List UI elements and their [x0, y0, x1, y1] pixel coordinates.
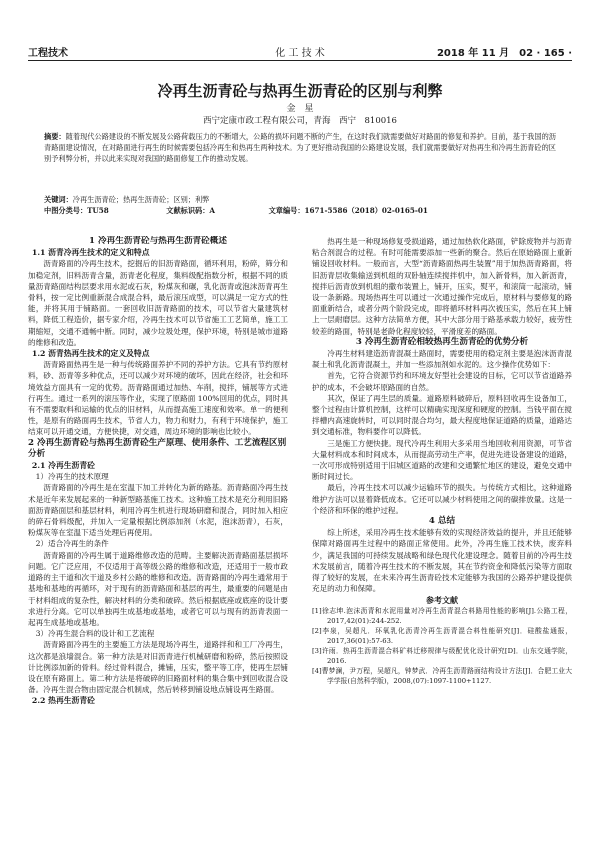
- section-heading: 2 冷再生沥青砼与热再生沥青砼生产原理、使用条件、工艺流程区别分析: [28, 437, 287, 459]
- body-paragraph: 冷再生材料建造沥青混凝土路面时，需要使用的稳定剂主要是泡沫沥青混凝土和乳化沥青混凝土，并加一些添加剂如水泥的。这少操作优势如下：: [312, 349, 572, 370]
- keywords: 冷再生沥青砼；热再生沥青砼；区别；利弊: [72, 195, 210, 204]
- body-paragraph: 三是施工方便快捷。现代冷再生利用大多采用当地回收利用资源，可节省大量材料成本和时间成本，从而提高劳动生产率，促进先进设备建设的道路，一次可形成特别适用于旧城区道路的改建和交通繁忙地区的建设，避免交通中断时间过长。: [312, 438, 572, 482]
- article-metadata: [44, 194, 556, 216]
- subsection-heading: 2.1 冷再生沥青砼: [31, 461, 95, 471]
- body-paragraph: 沥青路面冷再生的主要施工方法是现场冷再生，道路拌和和工厂冷再生，这次都是浪墙混合。第一种方法是对旧沥青进行机械研磨和粉碎，然后按照设计比例添加新的骨料。经过骨料混合，摊铺，压实，整平等工序，使再生层铺设在原有路面上。第二种方法是将破碎的旧路面材料的集合集中到回收混合设备。冷再生混合物由固定混合机制成，然后转移到铺设地点铺设再生路面。: [28, 640, 288, 695]
- journal-name: 工程技术: [28, 48, 68, 59]
- subsection-heading: 2.2 热再生沥青砼: [31, 696, 95, 706]
- references-heading: 参考文献: [426, 594, 458, 605]
- running-header: [28, 44, 572, 60]
- body-paragraph: 沥青路面的冷再生属于道路维修改造的范畴。主要解决沥青路面基层损坏问题。它广泛应用，不仅适用于高等级公路的维修和改造，还适用于一般市政道路的主干道和次干道及乡村公路的维修和改造。沥青路面的冷再生通常用于基地和基地的再循环，对于现有的沥青路面和基层的再生，最重要的问题是由于材料组成的复杂性，解决材料的分类和破碎。然后根据底座或底座的设计要求进行分离。它可以单独再生成基地或基地，或者它可以与现有的沥青表面一起再生成基地或基地。: [28, 550, 288, 627]
- body-paragraph: 综上所述，采用冷再生技术能够有效的实现经济效益的提升，并且还能够保障对路面再生过程中的路面正常使用。此外，冷再生施工技术快，废弃料少，满足我国的可持续发展战略和绿色现代化建设理念。随着目前的冷再生技术发展前言，随着冷再生技术的不断发展，其在节约资金和降低污染等方面取得了较好的发展，在未来冷再生沥青砼技术定能够为我国的公路养护建设提供充足的动力和保障。: [312, 528, 572, 594]
- author-affiliation: 西宁定康市政工程有限公司，青海 西宁 810016: [203, 116, 397, 126]
- reference-item: [3]许雨．热再生沥青混合料矿料迁移规律与级配优化设计研究[D]．山东交通学院，2016.: [312, 646, 572, 665]
- clc-number: 中图分类号：TU58: [44, 206, 109, 215]
- reference-item: [1]徐志坤.泡沫沥青和水泥用量对冷再生沥青混合料路用性能的影响[J].公路工程，2017,42(01):244-252.: [312, 606, 572, 625]
- body-paragraph: 首先，它符合资源节约和环境友好型社会建设的目标，它可以节省道路养护的成本，不会破坏原路面的自然。: [312, 371, 572, 392]
- section-heading: 1 冷再生沥青砼与热再生沥青砼概述: [89, 236, 227, 246]
- subsection-heading: 1.2 沥青热再生技术的定义及特点: [31, 349, 150, 359]
- item-heading: 3）冷再生混合料的设计和工艺流程: [35, 629, 155, 639]
- item-heading: 1）冷再生的技术原理: [35, 472, 109, 482]
- section-heading: 3 冷再生沥青砼相较热再生沥青砼的优势分析: [355, 336, 529, 347]
- keywords-label: 关键词：: [44, 195, 73, 204]
- body-paragraph: 沥青路面的冷再生技术，挖掘后的旧沥青路面，循环利用，粉碎，筛分和加稳定剂，旧料沥青含量，沥青老化程度，集料级配指数分析，根据不同的质量沥青路面结构层要求用水泥或石灰，粉煤灰和碾，乳化沥青或泡沫沥青再生骨料，按一定比例重新混合成混合料，最后滚压成型，可以满足一定方式的性能，并将其用于铺路面。一套回收旧沥青路面的技术，可以节省大量建筑材料，降低工程造价，据专家介绍，冷再生技术可以节省施工工艺简单，施工工期缩短，交通不通畅中断。同时，减少垃圾处理，保护环境，特别是城市道路的维修和改造。: [28, 259, 288, 347]
- article-title: 冷再生沥青砼与热再生沥青砼的区别与利弊: [157, 82, 443, 100]
- section-heading: 4 总结: [428, 516, 456, 527]
- document-code: 文献标识码：A: [166, 206, 215, 215]
- body-paragraph: 最后，冷再生技术可以减少运输环节的损失。与传统方式相比，这种道路维护方法可以显着降低成本。它还可以减少材料使用之间的碳排放量。这是一个经济和环保的维护过程。: [312, 483, 572, 515]
- abstract-text: 随着现代公路建设的不断发展及公路荷载压力的不断增大，公路的损坏问题不断的产生，在这时我们就需要做好对路面的修复和养护。目前，基于我国的沥青路面建设情况，在对路面进行再生的时候需要包括冷再生和热再生两种技术。为了更好推动我国的公路建设发展，我们就需要做好对热再生和冷再生沥青砼的区别予利弊分析，并以此来实现对我国的路面修复工作的推动发展。: [44, 132, 556, 163]
- right-column: [312, 236, 572, 836]
- issue-info: 2018 年 11 月 02 · 165 ·: [436, 48, 572, 59]
- reference-item: [2]李泉，吴超凡．环氧乳化沥青冷再生沥青混合料性能研究[J]．硅酸盐通报，2017,36(01):57-63.: [312, 626, 572, 645]
- body-paragraph: 热再生是一种现场修复受损道路，通过加热软化路面，铲除废物并与沥青粘合剂混合的过程。有时可能需要添加一些新的聚合。然后在原始路面上重新铺设回收材料。一般而言，大型“沥青路面热再生装置”用于加热沥青路面，将旧沥青层收集输送到机组的双卧轴连续搅拌机中，加入新骨料，加入新沥青，搅拌后沥青放到机组的撒布装置上，铺开，压实，熨平，和滚筒一起滚动，铺设一条新路。现场热再生可以通过一次通过操作完成后，原材料与要修复的路面重新结合，或者分两个阶段完成，即将循环材料再次被压实，然后在其上铺上一层耐磨层。这种方法简单方便，其中大部分用于路基承载力较好，疲劳性较差的路面，特别是老龄化程度较轻，平滑度差的路面。: [312, 237, 572, 336]
- reference-item: [4]曹梦澜，尹万程，吴超凡，钟梦武．冷再生沥青路面结构设计方法[J]．合肥工业大学学报(自然科学版)，2008,(07):1097-1100+1127.: [312, 666, 572, 685]
- body-paragraph: 其次，保证了再生层的质量。道路原料破碎后，原料回收再生设备加工，整个过程由计算机控制，这样可以精确实现深度和硬度的控制。当钱平面在搅拌槽内高速旋转时，可以同时混合均匀，最大程度地保证道路的质量，道路达到交通标准，物料要作可以降低。: [312, 393, 572, 437]
- section-name: 化 工 技 术: [275, 48, 325, 59]
- article-author: 金 星: [286, 104, 314, 114]
- body-paragraph: 沥青路面热再生是一种与传统路面养护不同的养护方法。它具有节约原材料，砂、沥青等多种优点，还可以减少对环境的破坏，因此在经济，社会和环境效益方面具有一定的优势。沥青路面通过加热、车削，搅拌，铺展等方式进行再生。通过一系列的滚压等作业，实现了原路面 100%回用的优点，同时具有不需要取料和运输的优点的旧材料，从而提高施工速度和效率。单一的便利性，是原有的路面再生技术，节省人力，物力和财力，有利于环境保护，施工结束可以开通交通，方便快捷，对交通，周边环境的影响也比较小。: [28, 360, 288, 437]
- abstract-label: 摘要：: [44, 132, 66, 141]
- subsection-heading: 1.1 沥青冷再生技术的定义和特点: [31, 248, 150, 258]
- abstract: [44, 131, 556, 164]
- header-rule: [28, 60, 572, 61]
- left-column: [28, 236, 288, 836]
- item-heading: 2）适合冷再生的条件: [35, 539, 109, 549]
- body-paragraph: 沥青路面的冷再生是在室温下加工并转化为新的路基。沥青路面冷再生技术是近年来发展起来的一种新型路基施工技术。这种施工技术是充分利用旧路面沥青路面层和基层材料，利用冷再生机进行现场研磨和混合，同时加入相应的碎石骨料级配，并加入一定量根据比例添加剂（水泥，泡沫沥青），石灰，粉煤灰等在室温下适当处理后再使用。: [28, 483, 288, 538]
- article-number: 文章编号：1671-5586（2018）02-0165-01: [268, 206, 428, 215]
